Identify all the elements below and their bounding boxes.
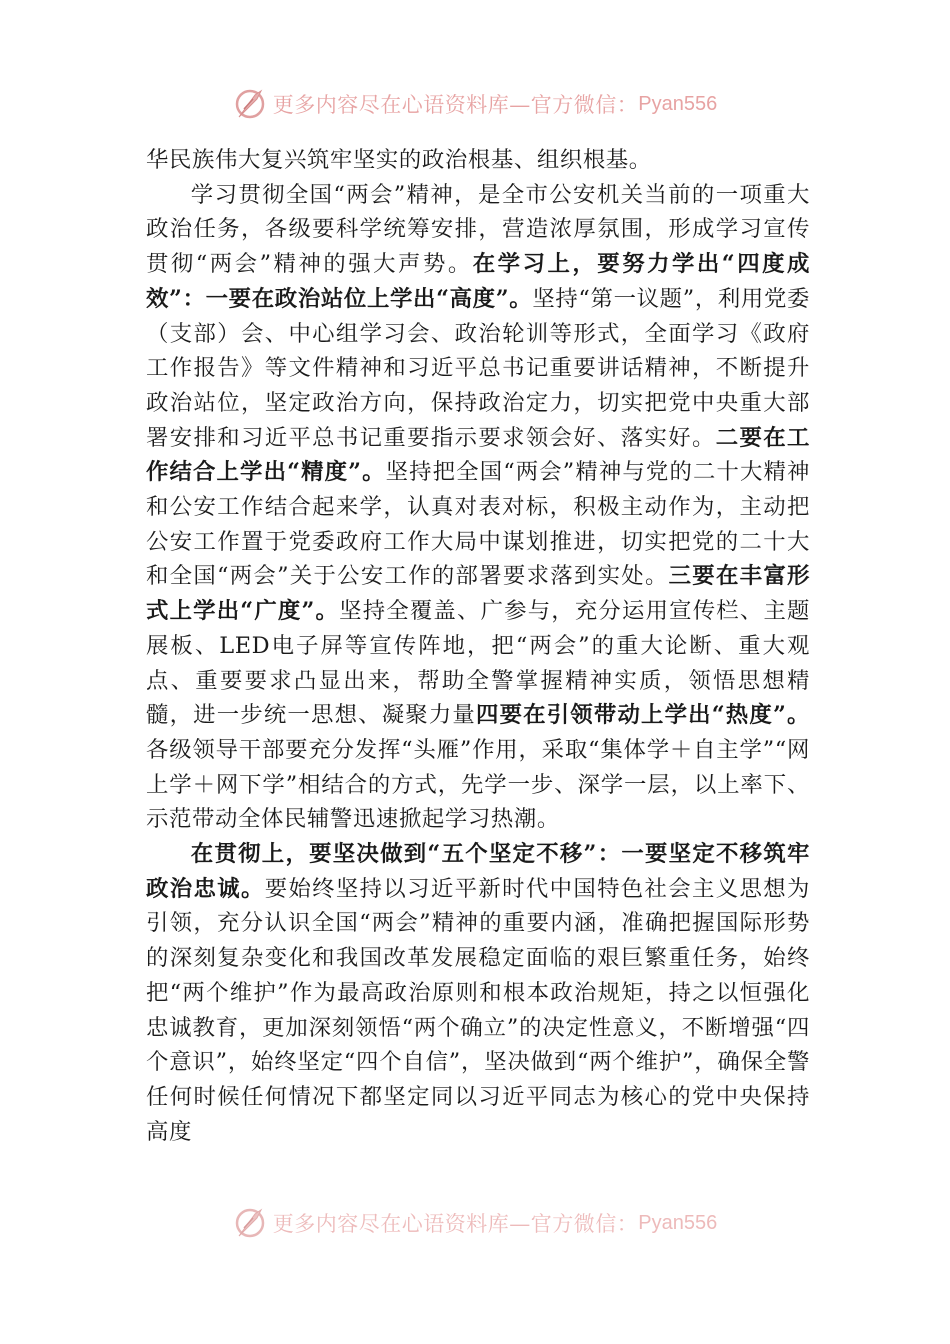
text-run: 坚持全覆盖、广参与，充分运用宣传栏、主题展板、LED电子屏等宣传阵地，把“两会”的重大论断、重大观点、重要要求凸显出来，帮助全警掌握精神实质，领悟思想精髓，进一步统一思想、凝聚力量 bbox=[146, 598, 810, 729]
bold-text-run: 四要在引领带动上学出“热度”。 bbox=[476, 702, 810, 729]
watermark-wechat-id: Pyan556 bbox=[638, 1211, 718, 1234]
text-run: 各级领导干部要充分发挥“头雁”作用，采取“集体学＋自主学”“网上学＋网下学”相结合的方式，先学一步、深学一层，以上率下、示范带动全体民辅警迅速掀起学习热潮。 bbox=[146, 736, 810, 833]
watermark-header bbox=[0, 84, 950, 124]
watermark-text: 更多内容尽在心语资料库—官方微信： bbox=[272, 1212, 639, 1236]
text-run: 学习贯彻全国“两会”精神，是全市公安机关当前的一项重大政治任务，各级要科学统筹安排，营造浓厚氛围，形成学习宣传贯彻“两会”精神的强大声势。 bbox=[146, 181, 810, 278]
text-run: 坚持“第一议题”，利用党委（支部）会、中心组学习会、政治轮训等形式，全面学习《政府工作报告》等文件精神和习近平总书记重要讲话精神，不断提升政治站位，坚定政治方向，保持政治定力，切实把党中央重大部署安排和习近平总书记重要指示要求领会好、落实好。 bbox=[146, 285, 810, 451]
text-run: 华民族伟大复兴筑牢坚实的政治根基、组织根基。 bbox=[146, 147, 652, 173]
watermark-footer bbox=[0, 1206, 950, 1240]
paragraph bbox=[146, 837, 810, 1149]
feather-pen-logo-icon bbox=[233, 87, 267, 121]
bold-text-run: 在贯彻上，要坚决做到“五个坚定不移”：一要坚定不移筑牢政治忠诚。 bbox=[146, 841, 810, 902]
watermark-wechat-id: Pyan556 bbox=[638, 92, 718, 115]
bold-text-run: 二要在工作结合上学出“精度”。 bbox=[146, 424, 810, 486]
text-run: 坚持把全国“两会”精神与党的二十大精神和公安工作结合起来学，认真对表对标，积极主动作为，主动把公安工作置于党委政府工作大局中谋划推进，切实把党的二十大和全国“两会”关于公安工作的部署要求落到实处。 bbox=[146, 459, 810, 590]
bold-text-run: 三要在丰富形式上学出“广度”。 bbox=[146, 563, 810, 625]
watermark-text: 更多内容尽在心语资料库—官方微信： bbox=[272, 93, 639, 117]
feather-pen-logo-icon bbox=[233, 1206, 267, 1240]
document-body bbox=[146, 143, 810, 1215]
bold-text-run: 在学习上，要努力学出“四度成效”：一要在政治站位上学出“高度”。 bbox=[146, 251, 810, 312]
text-run: 要始终坚持以习近平新时代中国特色社会主义思想为引领，充分认识全国“两会”精神的重要内涵，准确把握国际形势的深刻复杂变化和我国改革发展稳定面临的艰巨繁重任务，始终把“两个维护”作为最高政治原则和根本政治规矩，持之以恒强化忠诚教育，更加深刻领悟“两个确立”的决定性意义，不断增强“四个意识”，始终坚定“四个自信”，坚决做到“两个维护”，确保全警任何时候任何情况下都坚定同以习近平同志为核心的党中央保持高度 bbox=[146, 875, 810, 1145]
paragraph bbox=[146, 143, 810, 178]
paragraph bbox=[146, 178, 810, 837]
